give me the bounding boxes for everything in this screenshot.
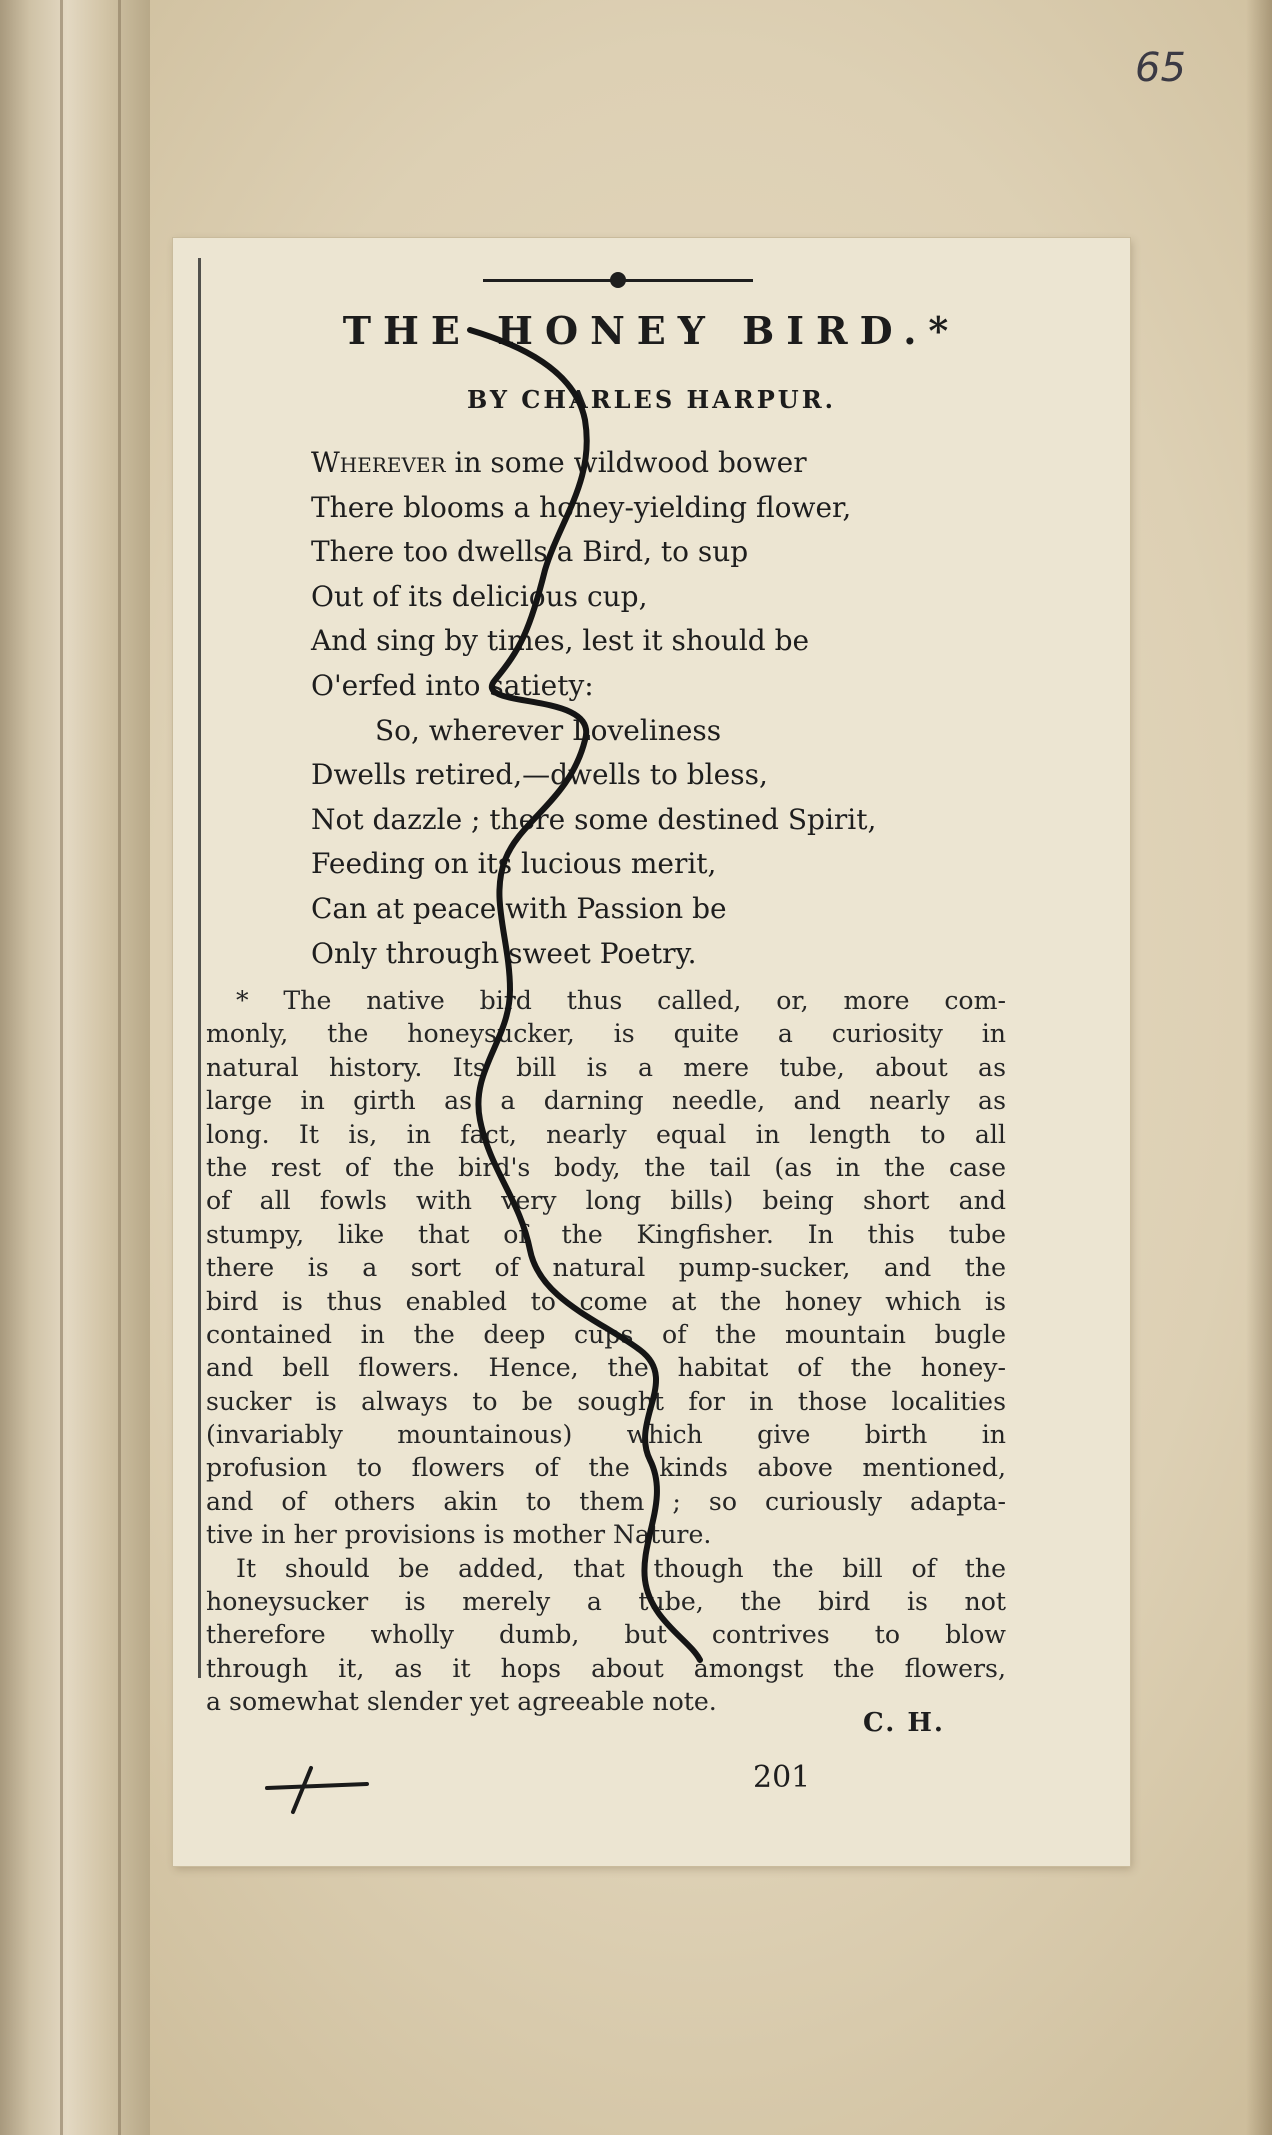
poem-line: Out of its delicious cup, bbox=[311, 579, 648, 613]
footnote-line: the rest of the bird's body, the tail (as in the case bbox=[206, 1152, 1006, 1182]
poem-line: Dwells retired,—dwells to bless, bbox=[311, 758, 768, 792]
poem-line: Only through sweet Poetry. bbox=[311, 936, 697, 970]
page-edge-shadow bbox=[1246, 0, 1272, 2135]
poem-line: Feeding on its lucious merit, bbox=[311, 847, 717, 881]
footnote-line: honeysucker is merely a tube, the bird is not bbox=[206, 1587, 1006, 1617]
newspaper-clipping bbox=[173, 238, 1130, 1866]
spine-line bbox=[60, 0, 63, 2135]
folio-number: 201 bbox=[753, 1760, 811, 1795]
footnote-line: stumpy, like that of the Kingfisher. In this tube bbox=[206, 1219, 1006, 1249]
footnote-line: (invariably mountainous) which give birth in bbox=[206, 1420, 1006, 1450]
footnote-line: and of others akin to them ; so curiously adapta- bbox=[206, 1486, 1006, 1516]
pen-cross-mark bbox=[263, 1756, 373, 1816]
footnote-line: bird is thus enabled to come at the honey which is bbox=[206, 1286, 1006, 1316]
footnote-line: profusion to flowers of the kinds above mentioned, bbox=[206, 1453, 1006, 1483]
footnote-line: a somewhat slender yet agreeable note. bbox=[206, 1687, 717, 1717]
poem-line: Can at peace with Passion be bbox=[311, 891, 727, 925]
footnote-line: and bell flowers. Hence, the habitat of the honey- bbox=[206, 1353, 1006, 1383]
poem-line: And sing by times, lest it should be bbox=[311, 624, 810, 658]
poem-byline: BY CHARLES HARPUR. bbox=[466, 385, 837, 414]
footnote-line: tive in her provisions is mother Nature. bbox=[206, 1520, 712, 1550]
footnote-line: of all fowls with very long bills) being short and bbox=[206, 1186, 1006, 1216]
footnote-line: large in girth as a darning needle, and nearly as bbox=[206, 1086, 1006, 1116]
footnote-line: long. It is, in fact, nearly equal in length to all bbox=[206, 1119, 1006, 1149]
ornament-dot bbox=[610, 272, 626, 288]
footnote-line: It should be added, that though the bill of the bbox=[236, 1553, 1006, 1583]
poem-line: Not dazzle ; there some destined Spirit, bbox=[311, 802, 877, 836]
page-number: 65 bbox=[1135, 45, 1186, 91]
author-initials: C. H. bbox=[863, 1708, 945, 1738]
poem-title: THE HONEY BIRD.* bbox=[342, 308, 961, 353]
footnote-line: contained in the deep cups of the mountain bugle bbox=[206, 1319, 1006, 1349]
poem-first-word: Wherever bbox=[311, 446, 446, 479]
footnote-line: * The native bird thus called, or, more com- bbox=[236, 986, 1006, 1015]
poem-body bbox=[311, 441, 1011, 976]
footnote-line: monly, the honeysucker, is quite a curiosity in bbox=[206, 1019, 1006, 1049]
poem-first-line-rest: in some wildwood bower bbox=[445, 446, 807, 479]
poem-line: O'erfed into satiety: bbox=[311, 668, 594, 702]
title-ornament bbox=[483, 270, 753, 290]
footnote bbox=[206, 984, 1006, 1719]
poem-line: There too dwells a Bird, to sup bbox=[311, 535, 749, 569]
footnote-line: through it, as it hops about amongst the flowers, bbox=[206, 1653, 1006, 1683]
footnote-line: natural history. Its bill is a mere tube, about as bbox=[206, 1052, 1006, 1082]
poem-line bbox=[311, 441, 1011, 486]
footnote-line: sucker is always to be sought for in those localities bbox=[206, 1386, 1006, 1416]
spine-line bbox=[118, 0, 121, 2135]
page-spine bbox=[0, 0, 150, 2135]
poem-line: There blooms a honey-yielding flower, bbox=[311, 490, 852, 524]
footnote-line: there is a sort of natural pump-sucker, and the bbox=[206, 1253, 1006, 1283]
footnote-line: therefore wholly dumb, but contrives to blow bbox=[206, 1620, 1006, 1650]
column-rule bbox=[198, 258, 201, 1678]
poem-line: So, wherever Loveliness bbox=[375, 713, 722, 747]
